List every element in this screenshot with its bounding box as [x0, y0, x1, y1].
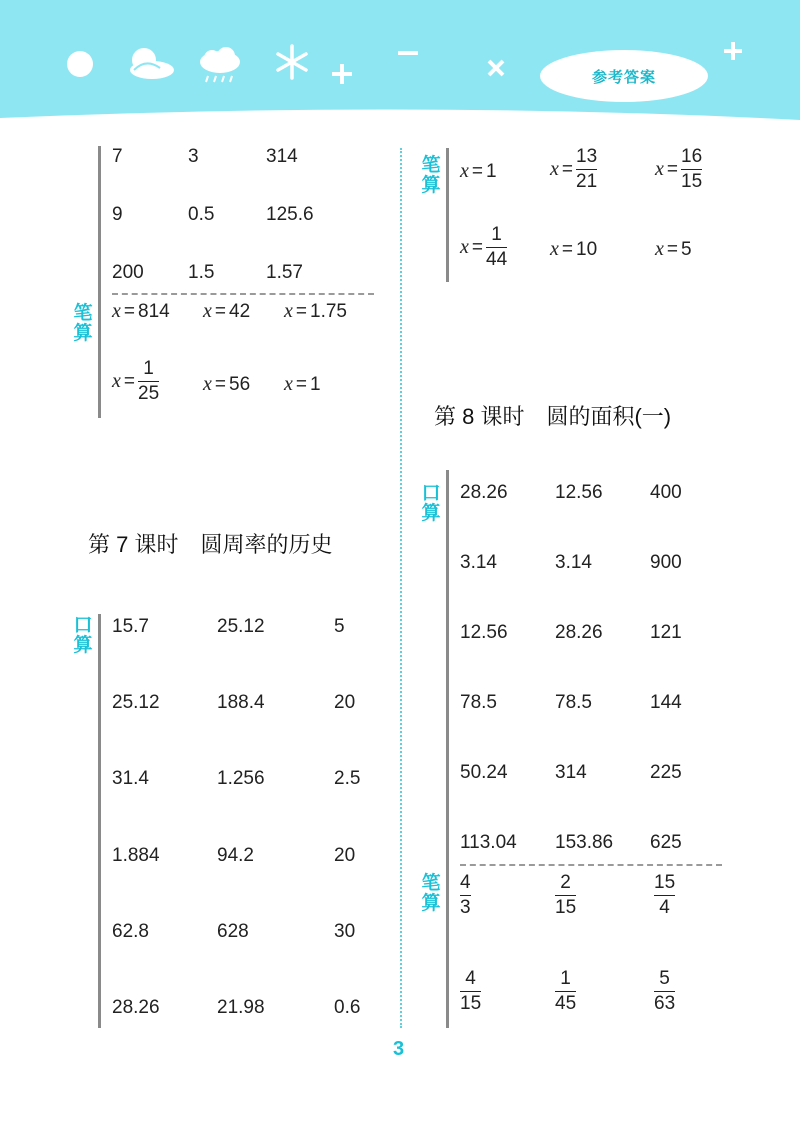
denominator: 44 [486, 249, 508, 270]
denominator: 4 [659, 897, 670, 918]
table-cell: 3.14 [555, 552, 592, 573]
bisuan-tag: 笔算 [421, 873, 441, 914]
equals: = [214, 374, 226, 395]
equals: = [666, 158, 678, 180]
table-cell: 94.2 [217, 844, 254, 866]
table-cell: 20 [334, 844, 356, 866]
page-number: 3 [393, 1038, 405, 1060]
x-var: x [550, 238, 559, 260]
numerator: 16 [681, 146, 703, 167]
table-cell: 153.86 [555, 832, 614, 853]
right-top-bracket [446, 148, 449, 282]
table-cell: 28.26 [460, 482, 508, 503]
equals: = [295, 301, 307, 322]
fraction [576, 146, 597, 193]
table-cell: 144 [650, 692, 682, 713]
left-top-cell: 0.5 [188, 204, 215, 225]
table-cell: 50.24 [460, 762, 508, 783]
table-cell: 28.26 [555, 622, 603, 643]
equation [550, 238, 597, 261]
kousuan-tag: 口算 [73, 615, 93, 656]
table-cell: 121 [650, 622, 682, 643]
left-top-cell: 7 [112, 146, 123, 167]
table-cell: 1.256 [217, 768, 265, 790]
x-var: x [655, 158, 664, 180]
lesson7-bracket [98, 614, 101, 1028]
equation [550, 146, 597, 193]
equals: = [471, 161, 483, 182]
eq-value: 5 [681, 239, 692, 260]
table-cell: 15.7 [112, 616, 149, 637]
table-cell: 12.56 [460, 622, 508, 643]
numerator: 4 [465, 968, 476, 989]
fraction [555, 872, 576, 919]
denominator: 45 [555, 993, 577, 1014]
fraction [555, 968, 576, 1015]
eq-value: 1.75 [310, 301, 347, 322]
equals: = [123, 370, 135, 392]
x-var: x [112, 300, 121, 322]
table-cell: 625 [650, 832, 682, 853]
equation [203, 373, 250, 396]
x-var: x [655, 238, 664, 260]
table-cell: 78.5 [555, 692, 592, 713]
x-var: x [550, 158, 559, 180]
table-cell: 78.5 [460, 692, 497, 713]
numerator: 1 [143, 358, 154, 379]
table-cell: 25.12 [112, 692, 160, 714]
numerator: 5 [659, 968, 670, 989]
minus-icon [398, 48, 418, 58]
table-cell: 314 [555, 762, 587, 783]
table-cell: 21.98 [217, 997, 265, 1018]
table-cell: 225 [650, 762, 682, 783]
equation [284, 300, 347, 323]
left-top-cell: 9 [112, 204, 123, 225]
numerator: 13 [576, 146, 598, 167]
answer-badge [540, 50, 708, 102]
table-cell: 30 [334, 920, 356, 942]
x-var: x [460, 160, 469, 182]
equation [460, 224, 507, 271]
left-top-bracket [98, 146, 101, 418]
denominator: 25 [138, 383, 160, 404]
left-top-cell: 314 [266, 146, 298, 167]
table-cell: 62.8 [112, 920, 149, 942]
equals: = [666, 239, 678, 260]
plus-icon-small [722, 40, 744, 62]
fraction [486, 224, 507, 271]
equation [655, 146, 702, 193]
fraction [460, 872, 471, 919]
denominator: 21 [576, 171, 598, 192]
bisuan-tag: 笔算 [73, 303, 93, 344]
equals: = [561, 158, 573, 180]
left-dashed-separator [112, 293, 374, 295]
eq-value: 42 [229, 301, 251, 322]
eq-value: 1 [310, 374, 321, 395]
denominator: 15 [681, 171, 703, 192]
table-cell: 31.4 [112, 768, 149, 790]
column-divider [400, 148, 402, 1028]
x-var: x [284, 373, 293, 395]
left-top-cell: 3 [188, 146, 199, 167]
eq-value: 56 [229, 374, 251, 395]
numerator: 1 [491, 224, 502, 245]
fraction [138, 358, 159, 405]
table-cell: 113.04 [460, 832, 517, 853]
equation [460, 160, 497, 183]
x-var: x [203, 373, 212, 395]
table-cell: 900 [650, 552, 682, 573]
bisuan-tag: 笔算 [421, 155, 441, 196]
fraction [681, 146, 702, 193]
x-var: x [112, 370, 121, 392]
table-cell: 5 [334, 616, 345, 637]
fraction [654, 968, 675, 1015]
table-cell: 20 [334, 692, 356, 714]
equation [655, 238, 692, 261]
fraction [460, 968, 481, 1015]
eq-value: 814 [138, 301, 170, 322]
plus-icon [330, 62, 354, 86]
equals: = [471, 236, 483, 258]
denominator: 15 [460, 993, 482, 1014]
numerator: 1 [560, 968, 571, 989]
numerator: 15 [654, 872, 676, 893]
x-var: x [284, 300, 293, 322]
equation [284, 373, 321, 396]
equation [112, 358, 159, 405]
cloudy-icon [124, 44, 176, 82]
table-cell: 400 [650, 482, 682, 503]
equation [112, 300, 170, 323]
eq-value: 1 [486, 161, 497, 182]
left-top-cell: 1.57 [266, 262, 303, 283]
table-cell: 3.14 [460, 552, 497, 573]
x-var: x [203, 300, 212, 322]
numerator: 2 [560, 872, 571, 893]
lesson8-title: 第 8 课时 圆的面积(一) [434, 404, 672, 429]
equation [203, 300, 250, 323]
fraction [654, 872, 675, 919]
table-cell: 0.6 [334, 997, 361, 1018]
left-top-cell: 200 [112, 262, 144, 283]
kousuan-tag: 口算 [421, 483, 441, 524]
table-cell: 2.5 [334, 768, 361, 790]
table-cell: 25.12 [217, 616, 265, 637]
numerator: 4 [460, 872, 471, 893]
equals: = [295, 374, 307, 395]
sun-icon [62, 46, 98, 82]
denominator: 63 [654, 993, 676, 1014]
table-cell: 12.56 [555, 482, 603, 503]
denominator: 3 [460, 897, 471, 918]
answer-badge-label: 参考答案 [591, 68, 656, 86]
table-cell: 1.884 [112, 844, 160, 866]
left-top-cell: 125.6 [266, 204, 314, 225]
lesson7-title: 第 7 课时 圆周率的历史 [88, 532, 333, 557]
table-cell: 628 [217, 920, 249, 942]
equals: = [561, 239, 573, 260]
table-cell: 28.26 [112, 997, 160, 1018]
times-icon [486, 58, 506, 78]
lesson8-bracket [446, 470, 449, 1028]
equals: = [214, 301, 226, 322]
x-var: x [460, 236, 469, 258]
denominator: 15 [555, 897, 577, 918]
left-top-cell: 1.5 [188, 262, 215, 283]
table-cell: 188.4 [217, 692, 265, 714]
right-dashed-separator [460, 864, 722, 866]
equals: = [123, 301, 135, 322]
snowflake-icon [272, 42, 312, 82]
rain-cloud-icon [196, 46, 244, 88]
eq-value: 10 [576, 239, 598, 260]
